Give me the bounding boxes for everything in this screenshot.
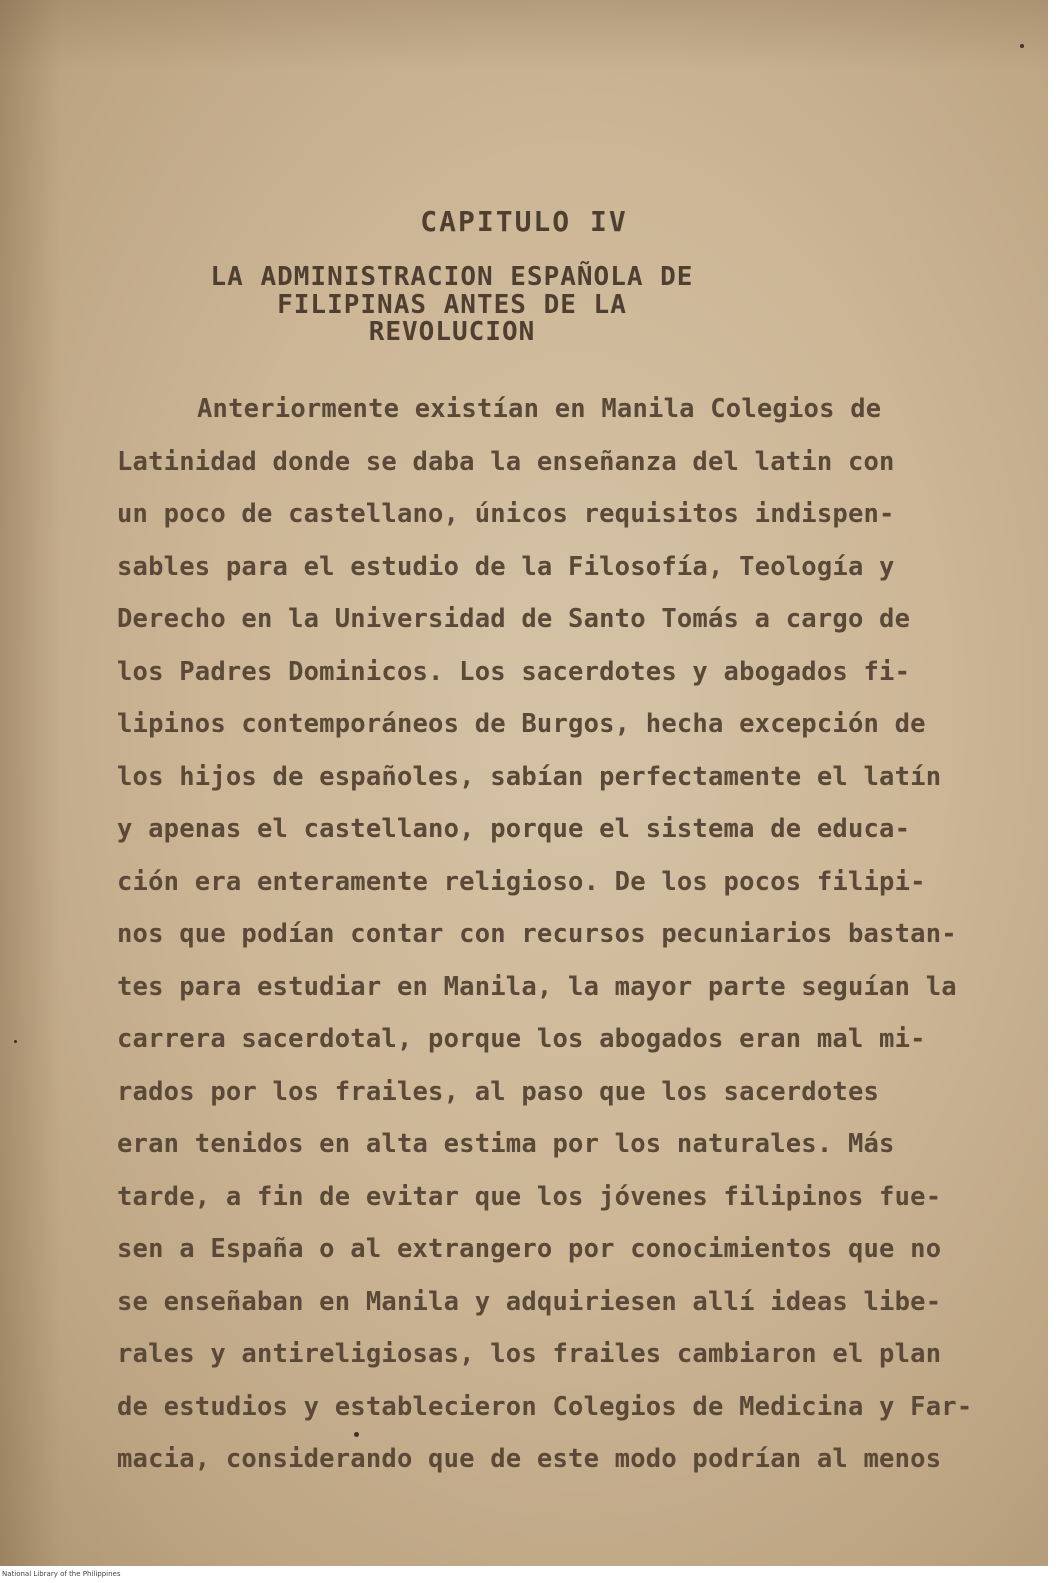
paragraph-line: ción era enteramente religioso. De los pocos filipi- bbox=[117, 867, 926, 897]
paragraph-line: tarde, a fin de evitar que los jóvenes filipinos fue- bbox=[117, 1182, 942, 1212]
subtitle-line: FILIPINAS ANTES DE LA bbox=[277, 290, 627, 320]
paragraph-line: rales y antireligiosas, los frailes cambiaron el plan bbox=[117, 1339, 942, 1369]
paragraph-line: lipinos contemporáneos de Burgos, hecha excepción de bbox=[117, 709, 926, 739]
paragraph-line: un poco de castellano, únicos requisitos indispen- bbox=[117, 499, 895, 529]
paragraph-line: se enseñaban en Manila y adquiriesen allí ideas libe- bbox=[117, 1287, 942, 1317]
paragraph-line: tes para estudiar en Manila, la mayor parte seguían la bbox=[117, 972, 957, 1002]
paragraph-line: Anteriormente existían en Manila Colegios de bbox=[197, 394, 882, 424]
paragraph-line: sables para el estudio de la Filosofía, Teología y bbox=[117, 552, 895, 582]
chapter-title: CAPITULO IV bbox=[420, 205, 628, 238]
paragraph-line: nos que podían contar con recursos pecuniarios bastan- bbox=[117, 919, 957, 949]
paragraph-line: Latinidad donde se daba la enseñanza del latin con bbox=[117, 447, 895, 477]
paper-speck bbox=[354, 1432, 359, 1437]
paragraph-line: rados por los frailes, al paso que los sacerdotes bbox=[117, 1077, 880, 1107]
paragraph-line: y apenas el castellano, porque el sistema de educa- bbox=[117, 814, 911, 844]
paragraph-line: eran tenidos en alta estima por los naturales. Más bbox=[117, 1129, 895, 1159]
footer-strip bbox=[0, 1566, 1056, 1583]
paragraph-line: de estudios y establecieron Colegios de Medicina y Far- bbox=[117, 1392, 973, 1422]
footer-credit: National Library of the Philippines bbox=[2, 1570, 121, 1578]
paragraph-line: sen a España o al extrangero por conocimientos que no bbox=[117, 1234, 942, 1264]
paragraph-line: macia, considerando que de este modo podrían al menos bbox=[117, 1444, 942, 1474]
subtitle-line: LA ADMINISTRACION ESPAÑOLA DE bbox=[210, 262, 694, 292]
paragraph-line: los hijos de españoles, sabían perfectamente el latín bbox=[117, 762, 942, 792]
paragraph-line: Derecho en la Universidad de Santo Tomás a cargo de bbox=[117, 604, 911, 634]
paper-speck bbox=[14, 1040, 17, 1043]
subtitle-line: REVOLUCION bbox=[368, 317, 536, 347]
paper-speck bbox=[1020, 44, 1024, 48]
paragraph-line: carrera sacerdotal, porque los abogados eran mal mi- bbox=[117, 1024, 926, 1054]
paragraph-line: los Padres Dominicos. Los sacerdotes y abogados fi- bbox=[117, 657, 911, 687]
